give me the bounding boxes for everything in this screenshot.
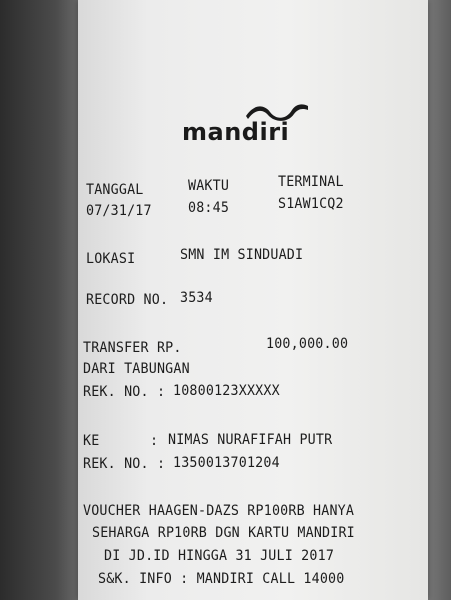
lokasi-label: LOKASI [86,251,136,267]
ke-separator: : [150,433,159,449]
source-rek-label: REK. NO. : [83,384,166,400]
lokasi-value: SMN IM SINDUADI [180,247,304,263]
transfer-source: DARI TABUNGAN [83,361,190,377]
record-label: RECORD NO. [86,292,169,308]
waktu-label: WAKTU [188,178,230,194]
source-rek-value: 10800123XXXXX [173,383,280,399]
promo-line-3: DI JD.ID HINGGA 31 JULI 2017 [104,548,335,564]
tanggal-value: 07/31/17 [86,203,152,219]
waktu-value: 08:45 [188,200,230,216]
transfer-amount: 100,000.00 [266,336,349,352]
promo-line-4: S&K. INFO : MANDIRI CALL 14000 [98,571,345,587]
terminal-value: S1AW1CQ2 [278,196,344,212]
atm-receipt [78,0,428,600]
mandiri-logo [182,100,332,150]
dest-rek-value: 1350013701204 [173,455,280,471]
brand-name: mandiri [182,118,290,146]
record-value: 3534 [180,290,213,306]
terminal-label: TERMINAL [278,174,344,190]
promo-line-1: VOUCHER HAAGEN-DAZS RP100RB HANYA [83,503,355,519]
ke-label: KE [83,433,100,449]
dest-rek-label: REK. NO. : [83,456,166,472]
transfer-label: TRANSFER RP. [83,340,182,356]
background-left [0,0,80,600]
recipient-name: NIMAS NURAFIFAH PUTR [168,432,333,448]
promo-line-2: SEHARGA RP10RB DGN KARTU MANDIRI [92,525,355,541]
tanggal-label: TANGGAL [86,182,144,198]
